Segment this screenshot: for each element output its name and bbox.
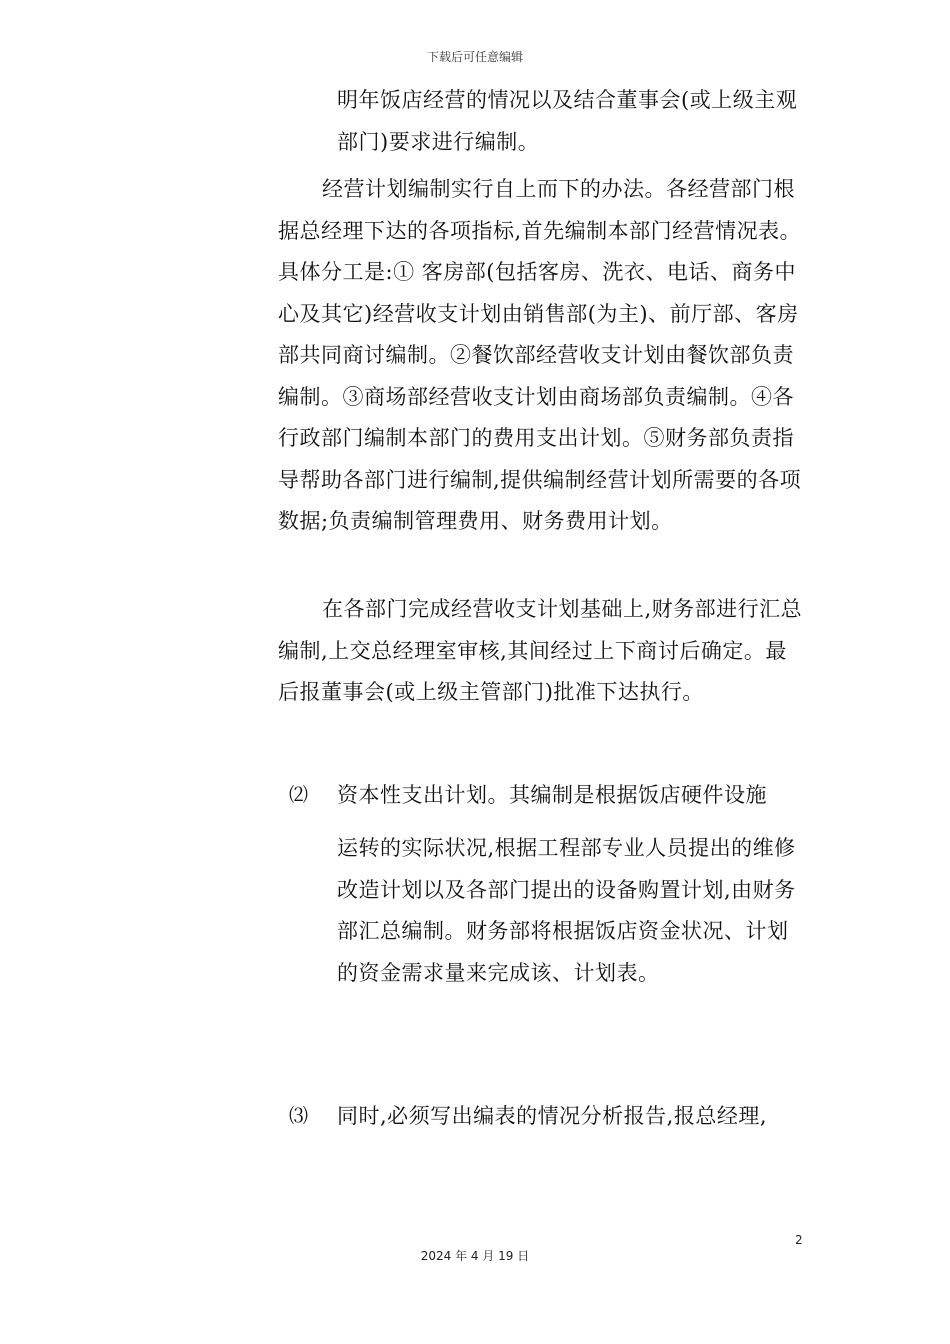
page-header: 下载后可任意编辑: [426, 50, 523, 64]
list-number-3: ⑶: [289, 1105, 309, 1127]
list-item-2-body: 运转的实际状况,根据工程部专业人员提出的维修改造计划以及各部门提出的设备购置计划,由财务部汇总编制。财务部将根据饭店资金状况、计划的资金需求量来完成该、计划表。: [337, 836, 796, 985]
paragraph-plan-method: 经营计划编制实行自上而下的办法。各经营部门根据总经理下达的各项指标,首先编制本部门经营情况表。具体分工是:① 客房部(包括客房、洗衣、电话、商务中心及其它)经营收支计划由销售部(为主)、前厅部、客房部共同商讨编制。②餐饮部经营收支计划由餐饮部负责编制。③商场部经营收支计划由商场部负责编制。④各行政部门编制本部门的费用支出计划。⑤财务部负责指导帮助各部门进行编制,提供编制经营计划所需要的各项数据;负责编制管理费用、财务费用计划。: [278, 177, 802, 533]
list-number-2: ⑵: [289, 784, 309, 806]
paragraph-continuation: 明年饭店经营的情况以及结合董事会(或上级主观部门)要求进行编制。: [337, 88, 798, 154]
list-item-3-text: 同时,必须写出编表的情况分析报告,报总经理,: [337, 1104, 768, 1128]
page-number: 2: [795, 1233, 803, 1247]
paragraph-finance-summary: 在各部门完成经营收支计划基础上,财务部进行汇总编制,上交总经理室审核,其间经过上下商讨后确定。最后报董事会(或上级主管部门)批准下达执行。: [278, 597, 803, 704]
list-item-2-first-line: 资本性支出计划。其编制是根据饭店硬件设施: [337, 783, 767, 807]
footer-date: 2024 年 4 月 19 日: [420, 1249, 530, 1263]
